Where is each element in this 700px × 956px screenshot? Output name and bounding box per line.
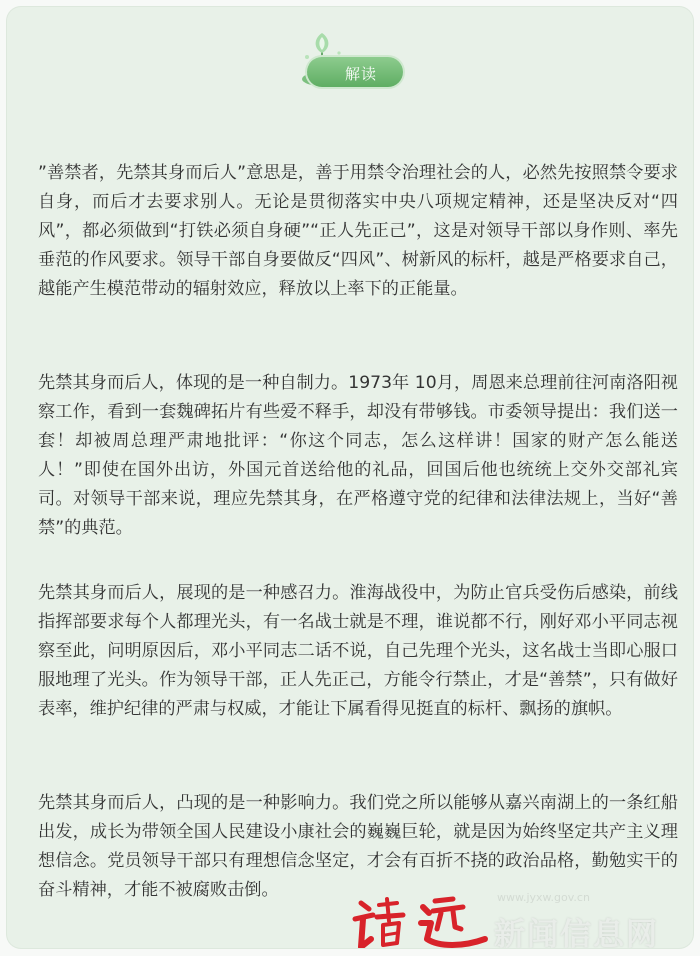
badge-label: 解读: [345, 65, 378, 83]
paragraph-intro: ”善禁者，先禁其身而后人”意思是，善于用禁令治理社会的人，必然先按照禁令要求自身，而后才去要求别人。无论是贯彻落实中央八项规定精神，还是坚决反对“四风”，都必须做到“打铁必须自身硬”“正人先正己”，这是对领导干部以身作则、率先垂范的作风要求。领导干部自身要做反“四风”、树新风的标杆，越是严格要求自己，越能产生模范带动的辐射效应，释放以上率下的正能量。: [38, 163, 678, 299]
watermark-site-name: 新闻信息网: [494, 917, 659, 948]
watermark-url: www.jyxw.gov.cn: [497, 891, 590, 904]
section-badge: [299, 51, 405, 91]
jingyuan-calligraphy-logo: [347, 895, 493, 948]
paragraph-influence: 先禁其身而后人，凸现的是一种影响力。我们党之所以能够从嘉兴南湖上的一条红船出发，成长为带领全国人民建设小康社会的巍巍巨轮，就是因为始终坚定共产主义理想信念。党员领导干部只有理想信念坚定，才会有百折不挠的政治品格，勤勉实干的奋斗精神，才能不被腐败击倒。: [38, 793, 678, 900]
paragraph-self-control: 先禁其身而后人，体现的是一种自制力。1973年 10月，周恩来总理前往河南洛阳视察工作，看到一套魏碑拓片有些爱不释手，却没有带够钱。市委领导提出：我们送一套！却被周总理严肃地批评：“你这个同志，怎么这样讲！国家的财产怎么能送人！”即使在国外出访，外国元首送给他的礼品，回国后他也统统上交外交部礼宾司。对领导干部来说，理应先禁其身，在严格遵守党的纪律和法律法规上，当好“善禁”的典范。: [38, 373, 678, 538]
article-card: [7, 7, 693, 948]
paragraph-appeal: 先禁其身而后人，展现的是一种感召力。淮海战役中，为防止官兵受伤后感染，前线指挥部要求每个人都理光头，有一名战士就是不理，谁说都不行，刚好邓小平同志视察至此，问明原因后，邓小平同志二话不说，自己先理个光头，这名战士当即心服口服地理了光头。作为领导干部，正人先正己，方能令行禁止，才是“善禁”，只有做好表率，维护纪律的严肃与权威，才能让下属看得见挺直的标杆、飘扬的旗帜。: [38, 583, 678, 719]
